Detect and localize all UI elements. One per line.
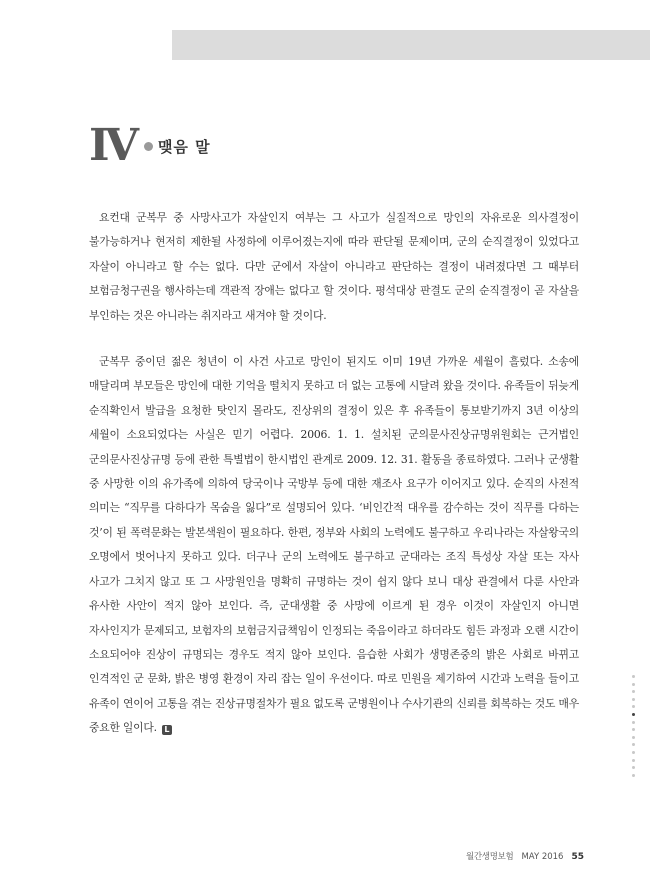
side-dot [632, 766, 635, 769]
side-dot [632, 675, 635, 678]
side-dot [632, 743, 635, 746]
side-dot-active [632, 713, 635, 716]
publication-name: 월간생명보험 [465, 852, 514, 862]
paragraph-2 [89, 350, 579, 741]
side-dot [632, 728, 635, 731]
issue-date: MAY 2016 [521, 852, 564, 862]
paragraph-2-text: 군복무 중이던 젊은 청년이 이 사건 사고로 망인이 된지도 이미 19년 가까운 세월이 흘렀다. 소송에 매달리며 부모들은 망인에 대한 기억을 떨치지 못하고 더 없는 고통에 시달려 왔을 것이다. 유족들이 뒤늦게 순직확인서 발급을 요청한 탓인지 몰라도, 진상위의 결정이 있은 후 유족들이 통보받기까지 3년 이상의 세월이 소요되었다는 사실은 믿기 어렵다. 2006. 1. 1. 설치된 군의문사진상규명위원회는 근거법인 군의문사진상규명 등에 관한 특별법이 한시법인 관계로 2009. 12. 31. 활동을 종료하였다. 그러나 군생활 중 사망한 이의 유가족에 의하여 당국이나 국방부 등에 대한 재조사 요구가 이어지고 있다. 순직의 사전적 의미는 “직무를 다하다가 목숨을 잃다”로 설명되어 있다. ‘비인간적 대우를 감수하는 것이 직무를 다하는 것’이 된 폭력문화는 발본색원이 필요하다. 한편, 정부와 사회의 노력에도 불구하고 우리나라는 자살왕국의 오명에서 벗어나지 못하고 있다. 더구나 군의 노력에도 불구하고 군대라는 조직 특성상 자살 또는 자사 사고가 그치지 않고 또 그 사망원인을 명확히 규명하는 것이 쉽지 않다 보니 대상 관결에서 다룬 사안과 유사한 사안이 적지 않아 보인다. 즉, 군대생활 중 사망에 이르게 된 경우 이것이 자살인지 아니면 자사인지가 문제되고, 보험자의 보험금지급책임이 인정되는 죽음이라고 하더라도 힘든 과정과 오랜 시간이 소요되어야 진상이 규명되는 경우도 적지 않아 보인다. 음습한 사회가 생명존중의 밝은 사회로 바뀌고 인격적인 군 문화, 밝은 병영 환경이 자리 잡는 일이 우선이다. 따로 민원을 제기하여 시간과 노력을 들이고 유족이 연이어 고통을 겪는 진상규명절차가 필요 없도록 군병원이나 수사기관의 신뢰를 회복하는 것도 매우 중요한 일이다. [89, 355, 579, 735]
side-dot [632, 721, 635, 724]
side-dot [632, 683, 635, 686]
side-dot [632, 751, 635, 754]
side-dot [632, 705, 635, 708]
side-dot [632, 690, 635, 693]
page-footer [466, 850, 584, 862]
paragraph-1: 요컨대 군복무 중 사망사고가 자살인지 여부는 그 사고가 실질적으로 망인의 자유로운 의사결정이 불가능하거나 현저히 제한될 사정하에 이루어졌는지에 따라 판단될 문제이며, 군의 순직결정이 있었다고 자살이 아니라고 할 수는 없다. 다만 군에서 자살이 아니라고 판단하는 결정이 내려졌다면 그 때부터 보험금청구권을 행사하는데 객관적 장애는 없다고 할 것이다. 평석대상 판결도 군의 순직결정이 곧 자살을 부인하는 것은 아니라는 취지라고 새겨야 할 것이다. [89, 211, 579, 322]
side-dot [632, 736, 635, 739]
end-mark-icon: L [162, 725, 172, 735]
side-dot [632, 774, 635, 777]
section-heading [89, 120, 211, 171]
side-dot [632, 759, 635, 762]
section-numeral: Ⅳ [89, 120, 136, 171]
side-dot [632, 698, 635, 701]
bullet-icon [144, 142, 153, 151]
page-number: 55 [571, 852, 584, 862]
header-band [172, 30, 650, 60]
article-body [89, 206, 579, 741]
section-title: 맺음 말 [157, 137, 211, 156]
side-page-indicator [632, 675, 635, 777]
